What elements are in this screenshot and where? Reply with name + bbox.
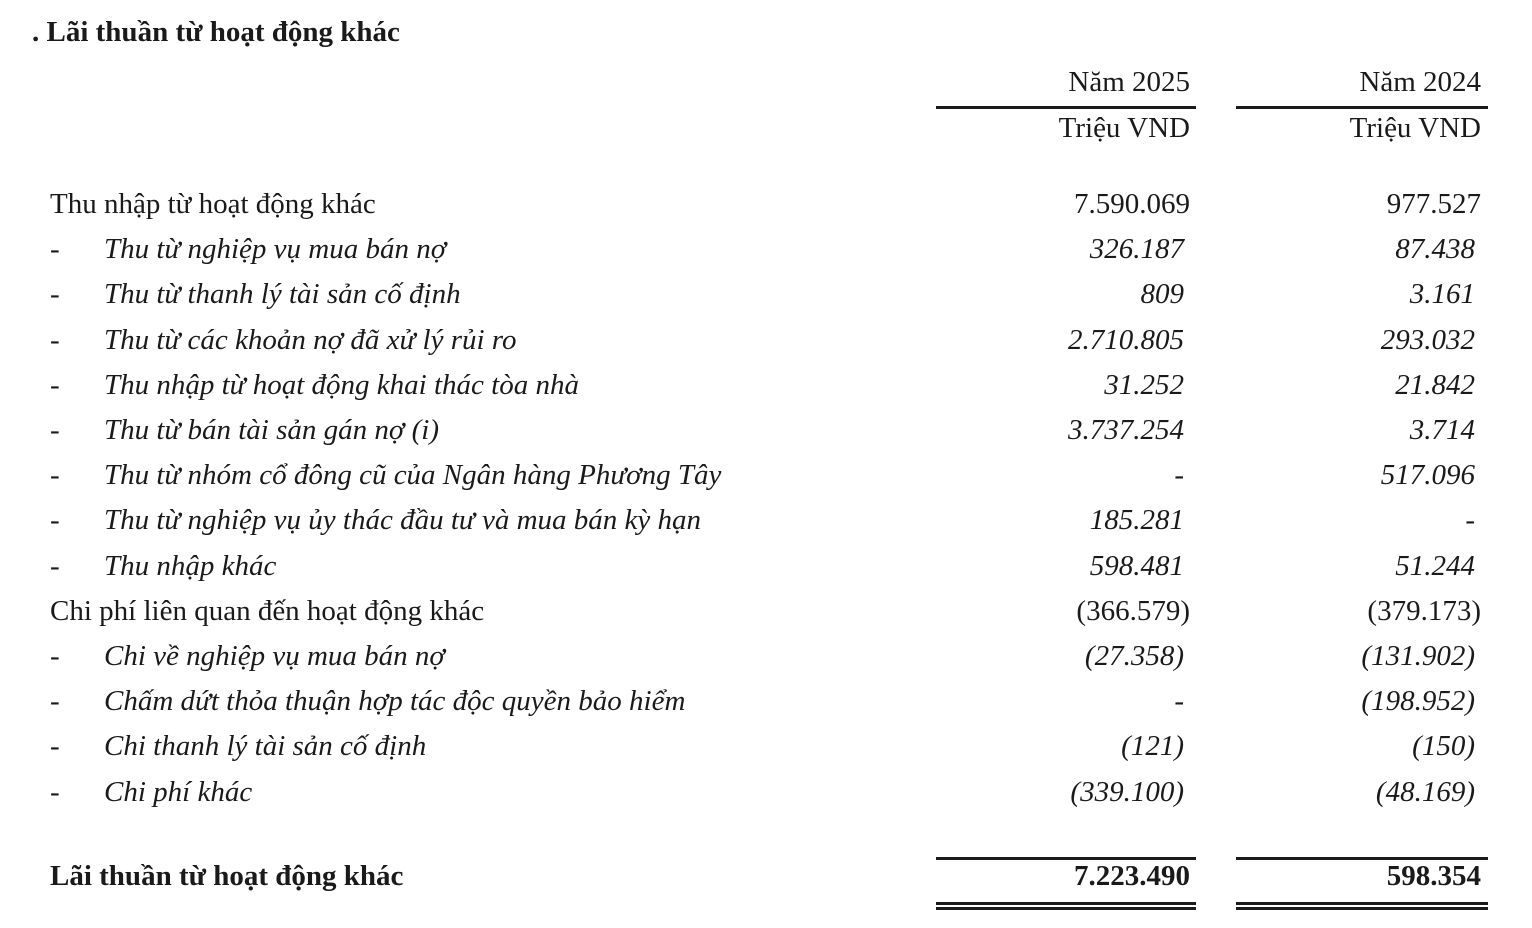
row-label: Thu nhập khác	[104, 550, 277, 582]
row-value-2025: (366.579)	[1076, 595, 1190, 627]
bullet-dash: -	[50, 504, 60, 536]
bullet-dash: -	[50, 278, 60, 310]
total-value-2025: 7.223.490	[1074, 860, 1190, 892]
row-value-2025: (121)	[1121, 730, 1184, 762]
row-value-2025: 2.710.805	[1068, 324, 1184, 356]
table-row	[0, 640, 1532, 685]
table-row	[0, 369, 1532, 414]
row-value-2025: 7.590.069	[1074, 188, 1190, 220]
row-label: Chi thanh lý tài sản cố định	[104, 730, 427, 762]
table-row	[0, 504, 1532, 549]
bullet-dash: -	[50, 730, 60, 762]
row-label: Chấm dứt thỏa thuận hợp tác độc quyền bảo hiểm	[104, 685, 686, 717]
total-label: Lãi thuần từ hoạt động khác	[50, 860, 404, 892]
table-row	[0, 776, 1532, 821]
row-label: Thu từ nhóm cổ đông cũ của Ngân hàng Phương Tây	[104, 459, 722, 491]
row-value-2024: (198.952)	[1361, 685, 1475, 717]
total-bottom-rule-2025-b	[936, 907, 1196, 910]
bullet-dash: -	[50, 685, 60, 717]
row-value-2024: 21.842	[1395, 369, 1475, 401]
table-row	[0, 188, 1532, 233]
row-value-2025: -	[1174, 459, 1184, 491]
bullet-dash: -	[50, 369, 60, 401]
column-header-2024-unit: Triệu VND	[1349, 112, 1481, 144]
table-row	[0, 233, 1532, 278]
total-bottom-rule-2025-a	[936, 902, 1196, 905]
row-value-2025: -	[1174, 685, 1184, 717]
row-value-2024: 87.438	[1395, 233, 1475, 265]
row-value-2025: 31.252	[1104, 369, 1184, 401]
column-header-2025-year: Năm 2025	[1068, 66, 1190, 98]
row-label: Thu từ thanh lý tài sản cố định	[104, 278, 461, 310]
row-value-2024: -	[1465, 504, 1475, 536]
row-label: Chi về nghiệp vụ mua bán nợ	[104, 640, 445, 672]
row-value-2024: (131.902)	[1361, 640, 1475, 672]
table-row	[0, 459, 1532, 504]
row-value-2024: 3.714	[1409, 414, 1475, 446]
row-label: Thu từ nghiệp vụ ủy thác đầu tư và mua bán kỳ hạn	[104, 504, 702, 536]
row-label: Thu từ các khoản nợ đã xử lý rủi ro	[104, 324, 517, 356]
bullet-dash: -	[50, 324, 60, 356]
bullet-dash: -	[50, 414, 60, 446]
column-header-rule-2025	[936, 106, 1196, 109]
row-value-2024: 977.527	[1386, 188, 1481, 220]
table-row	[0, 550, 1532, 595]
row-value-2025: 3.737.254	[1068, 414, 1184, 446]
row-value-2024: 3.161	[1409, 278, 1475, 310]
table-row	[0, 414, 1532, 459]
column-header-2024-year: Năm 2024	[1359, 66, 1481, 98]
row-value-2024: 51.244	[1395, 550, 1475, 582]
table-row	[0, 278, 1532, 323]
row-value-2025: 598.481	[1089, 550, 1184, 582]
table-row	[0, 324, 1532, 369]
row-value-2024: (150)	[1412, 730, 1475, 762]
column-header-rule-2024	[1236, 106, 1488, 109]
row-value-2024: (379.173)	[1367, 595, 1481, 627]
row-label: Thu từ nghiệp vụ mua bán nợ	[104, 233, 447, 265]
bullet-dash: -	[50, 640, 60, 672]
total-bottom-rule-2024-b	[1236, 907, 1488, 910]
row-value-2025: 185.281	[1089, 504, 1184, 536]
row-value-2025: 809	[1140, 278, 1184, 310]
row-label: Thu từ bán tài sản gán nợ (i)	[104, 414, 440, 446]
table-row	[0, 595, 1532, 640]
bullet-dash: -	[50, 459, 60, 491]
row-value-2025: (339.100)	[1070, 776, 1184, 808]
row-label: Chi phí liên quan đến hoạt động khác	[50, 595, 485, 627]
row-label: Thu nhập từ hoạt động khác	[50, 188, 376, 220]
row-value-2024: (48.169)	[1375, 776, 1475, 808]
row-value-2024: 293.032	[1380, 324, 1475, 356]
row-value-2025: (27.358)	[1084, 640, 1184, 672]
table-row	[0, 685, 1532, 730]
row-value-2025: 326.187	[1089, 233, 1184, 265]
row-label: Chi phí khác	[104, 776, 253, 808]
section-title: . Lãi thuần từ hoạt động khác	[32, 16, 400, 48]
bullet-dash: -	[50, 233, 60, 265]
total-value-2024: 598.354	[1386, 860, 1481, 892]
bullet-dash: -	[50, 550, 60, 582]
total-bottom-rule-2024-a	[1236, 902, 1488, 905]
table-row	[0, 730, 1532, 775]
bullet-dash: -	[50, 776, 60, 808]
row-label: Thu nhập từ hoạt động khai thác tòa nhà	[104, 369, 579, 401]
column-header-2025-unit: Triệu VND	[1058, 112, 1190, 144]
row-value-2024: 517.096	[1380, 459, 1475, 491]
